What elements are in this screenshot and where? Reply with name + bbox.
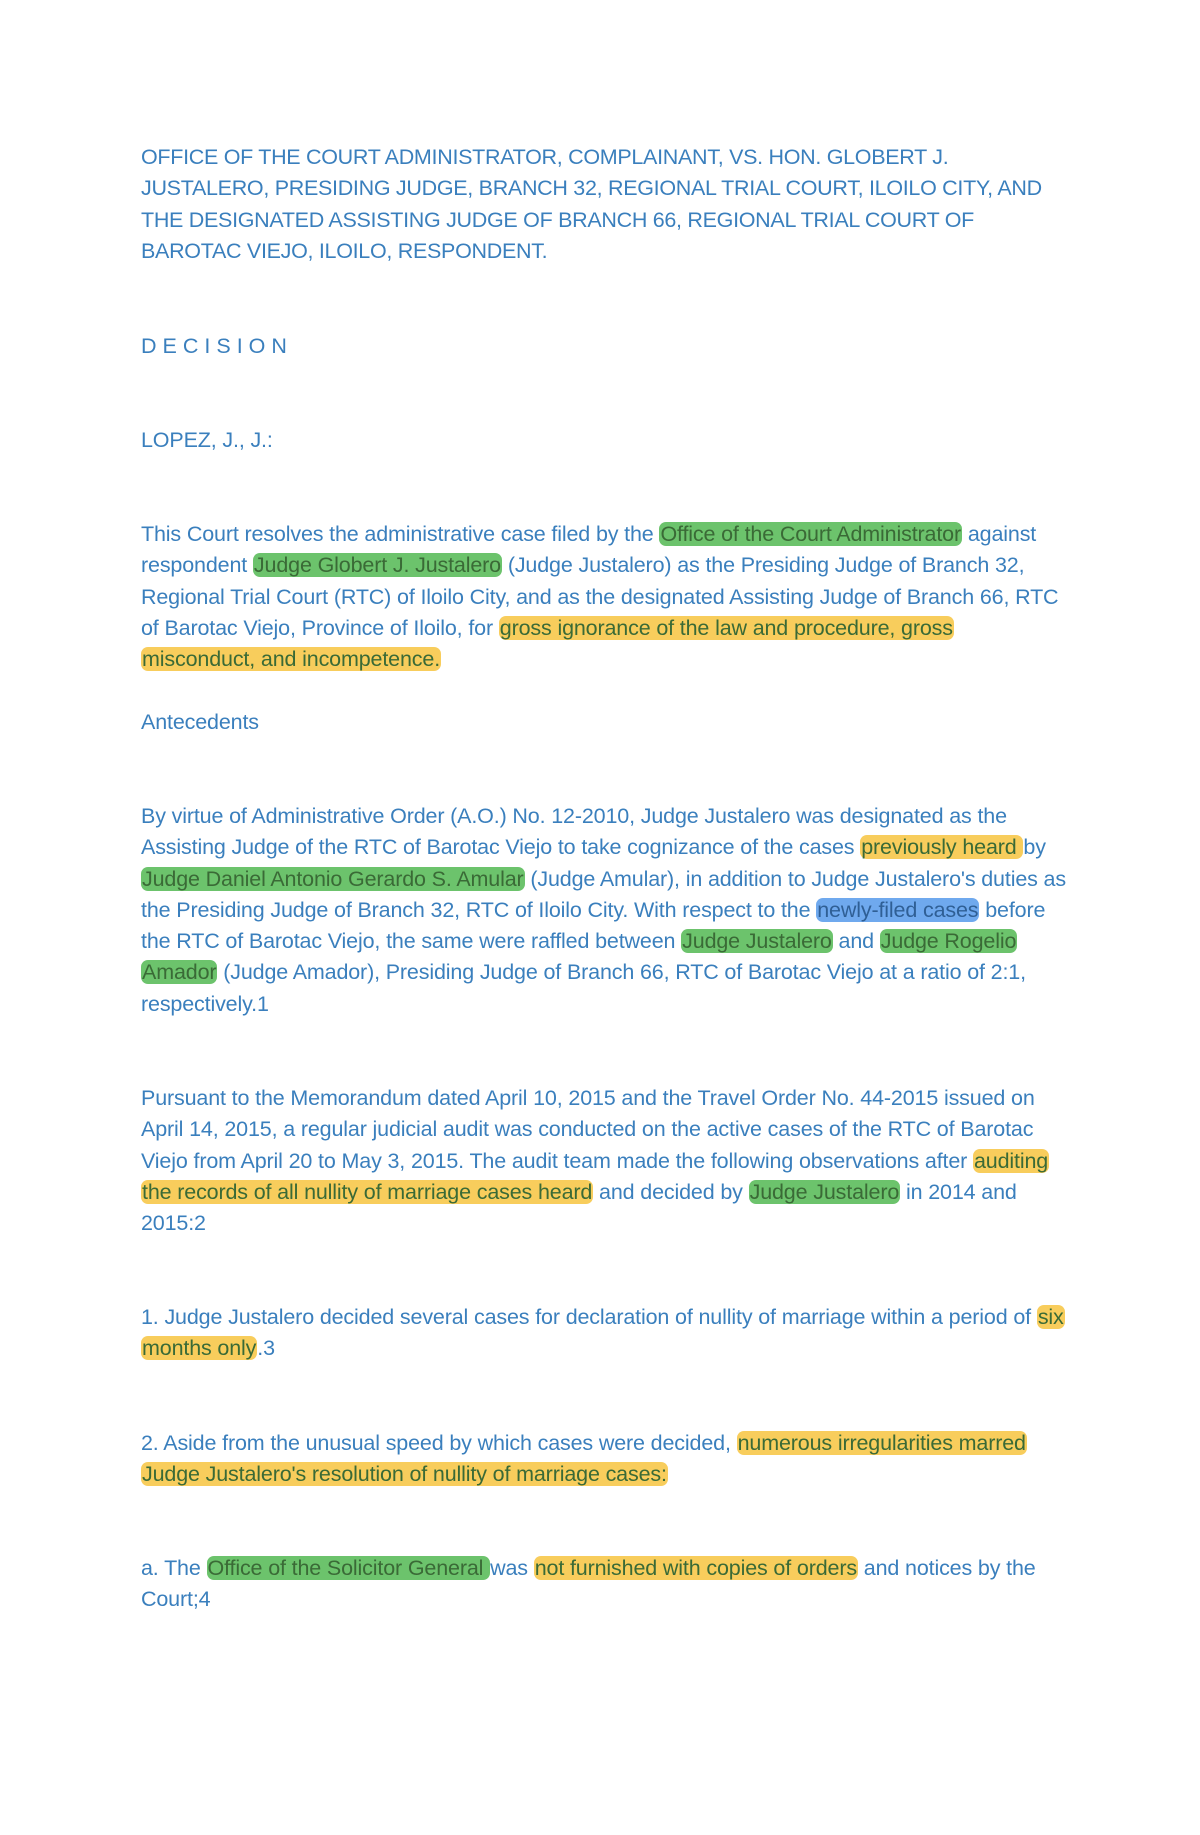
highlight-solicitor-general: Office of the Solicitor General — [207, 1556, 490, 1580]
text-run: and — [832, 929, 880, 954]
antecedents-heading: Antecedents — [141, 710, 259, 734]
highlight-not-furnished: not furnished with copies of orders — [534, 1556, 857, 1580]
paragraph-item-2 — [141, 1428, 1071, 1491]
paragraph-item-a — [141, 1553, 1071, 1616]
paragraph-intro — [141, 519, 1071, 675]
paragraph-antecedents — [141, 801, 1071, 1020]
paragraph-item-1 — [141, 1302, 1071, 1365]
text-run: (Judge Amador), Presiding Judge of Branch 66, RTC of Barotac Viejo at a ratio of 2:1, respectively.1 — [141, 960, 1026, 1016]
highlight-previously-heard: previously heard — [861, 835, 1023, 860]
text-run: was — [490, 1556, 534, 1580]
case-caption: OFFICE OF THE COURT ADMINISTRATOR, COMPLAINANT, VS. HON. GLOBERT J. JUSTALERO, PRESIDING JUDGE, BRANCH 32, REGIONAL TRIAL COURT, ILOILO CITY, AND THE DESIGNATED ASSISTING JUDGE OF BRANCH 66, REGIONAL TRIAL COURT OF BAROTAC VIEJO, ILOILO, RESPONDENT. — [141, 145, 1042, 263]
text-run: and notices by the Court;4 — [141, 1556, 1036, 1612]
highlight-judge-amador: Judge Rogelio Amador — [142, 929, 1017, 985]
text-run: (Judge Justalero) as the Presiding Judge of Branch 32, Regional Trial Court (RTC) of Iloilo City, and as the designated Assisting Judge of Branch 66, RTC of Barotac Viejo, Province of Iloilo, for — [141, 553, 1059, 640]
text-run: 2. Aside from the unusual speed by which cases were decided, — [141, 1431, 737, 1455]
highlight-irregularities: numerous irregularities marred Judge Justalero's resolution of nullity of marriage cases: — [142, 1431, 1026, 1487]
text-run: a. The — [141, 1556, 207, 1580]
decision-heading: DECISION — [141, 334, 293, 358]
highlight-judge-justalero: Judge Justalero — [749, 1179, 900, 1204]
text-run: 1. Judge Justalero decided several cases for declaration of nullity of marriage within a period of — [141, 1305, 1037, 1329]
text-run: Pursuant to the Memorandum dated April 10, 2015 and the Travel Order No. 44-2015 issued on April 14, 2015, a regular judicial audit was conducted on the active cases of the RTC of Barotac Viejo from April 20 to May 3, 2015. The audit team made the following observations after — [141, 1086, 1035, 1173]
highlight-judge-justalero: Judge Globert J. Justalero — [253, 553, 501, 578]
highlight-office-court-administrator: Office of the Court Administrator — [660, 522, 962, 546]
text-run: This Court resolves the administrative case filed by the — [141, 522, 660, 546]
text-run: and decided by — [593, 1179, 749, 1204]
highlight-charges: gross ignorance of the law and procedure, gross misconduct, and incompetence. — [142, 615, 953, 672]
highlight-judge-justalero: Judge Justalero — [682, 929, 832, 954]
highlight-judge-amular: Judge Daniel Antonio Gerardo S. Amular — [142, 866, 524, 891]
highlight-newly-filed-cases: newly-filed cases — [817, 897, 979, 922]
highlight-six-months: six months only — [142, 1305, 1064, 1361]
highlight-auditing-records: auditing the records of all nullity of marriage cases heard — [142, 1148, 1049, 1204]
text-run: By virtue of Administrative Order (A.O.) No. 12-2010, Judge Justalero was designated as the Assisting Judge of the RTC of Barotac Viejo to take cognizance of the cases — [141, 804, 1007, 860]
text-run: against respondent — [141, 522, 1037, 578]
text-run: (Judge Amular), in addition to Judge Justalero's duties as the Presiding Judge of Branch 32, RTC of Iloilo City. With respect to the — [141, 866, 1066, 922]
ponente-line: LOPEZ, J., J.: — [141, 428, 273, 452]
text-run: in 2014 and 2015:2 — [141, 1179, 1017, 1236]
paragraph-audit — [141, 1083, 1071, 1239]
text-run: .3 — [257, 1336, 275, 1361]
text-run: by — [1023, 835, 1046, 860]
text-run: before the RTC of Barotac Viejo, the same were raffled between — [141, 897, 1046, 954]
